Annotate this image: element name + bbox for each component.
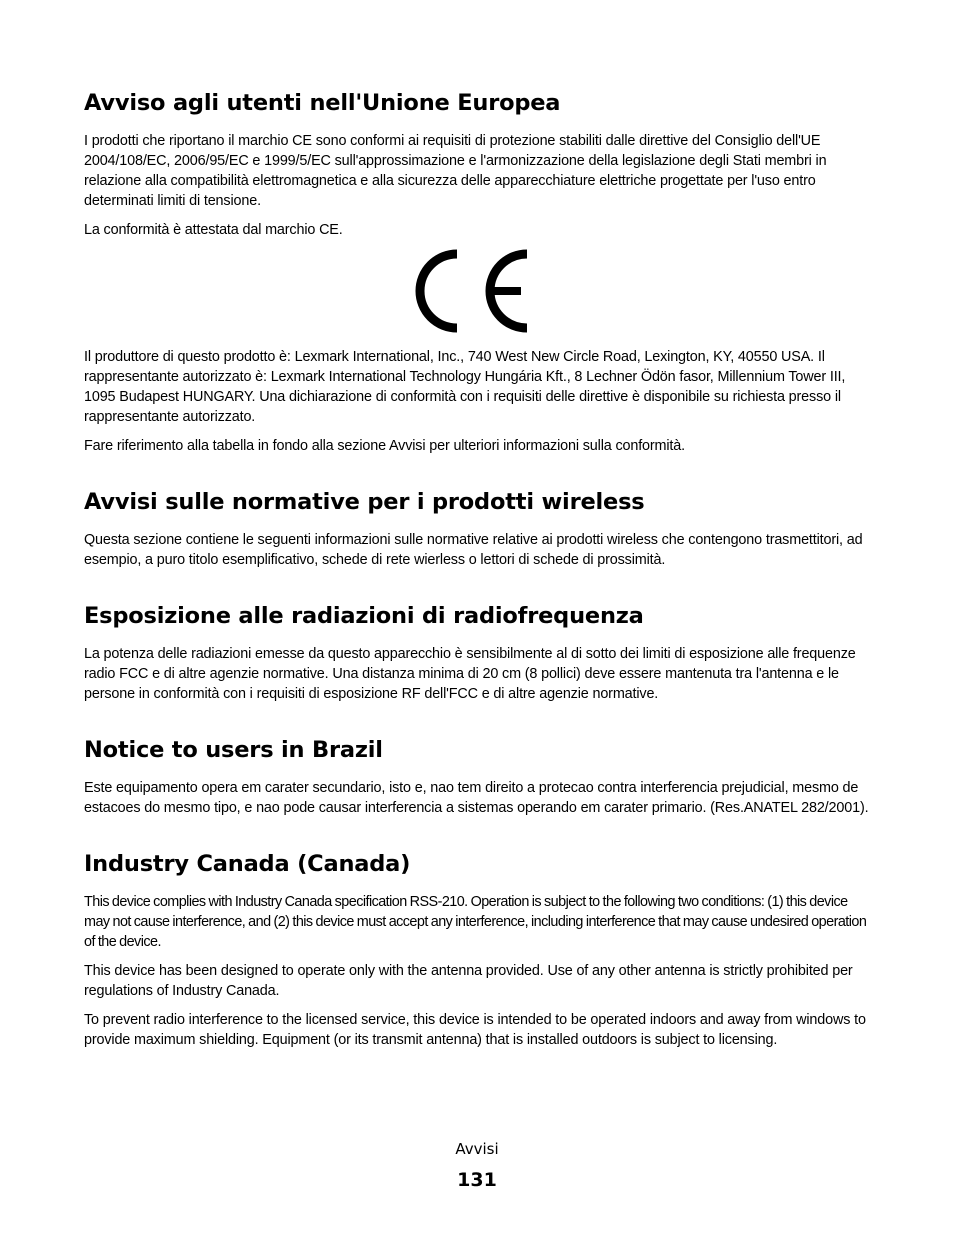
paragraph: This device complies with Industry Canada specification RSS-210. Operation is subject to the following two conditions: (1) this device may not cause interference, and (2) this device must accept any interference, including interference that may cause undesired operation of the device. [84,894,867,950]
document-page [84,88,874,1081]
section-brazil-notice [84,735,874,818]
section-heading: Notice to users in Brazil [84,737,383,763]
paragraph: Il produttore di questo prodotto è: Lexmark International, Inc., 740 West New Circle Road, Lexington, KY, 40550 USA. Il rappresentante autorizzato è: Lexmark International Technology Hungária Kft., 8 Lechner Ödön fasor, Millennium Tower III, 1095 Budapest HUNGARY. Una dichiarazione di conformità con i requisiti delle direttive è disponibile su richiesta presso il rappresentante autorizzato. [84,349,846,425]
ce-mark-icon [413,249,529,333]
page-footer [0,1138,954,1194]
ce-mark-logo [84,249,874,333]
section-wireless-regulatory [84,487,874,570]
page-number: 131 [457,1169,497,1191]
section-heading: Industry Canada (Canada) [84,851,411,877]
section-heading: Avvisi sulle normative per i prodotti wireless [84,489,645,515]
paragraph: I prodotti che riportano il marchio CE sono conformi ai requisiti di protezione stabiliti dalle direttive del Consiglio dell'UE 2004/108/EC, 2006/95/EC e 1999/5/EC sull'approssimazione e l'armonizzazione della legislazione degli Stati membri in relazione alla compatibilità elettromagnetica e alla sicurezza delle apparecchiature elettriche progettate per l'uso entro determinati limiti di tensione. [84,133,827,209]
paragraph: La conformità è attestata dal marchio CE. [84,222,343,238]
section-eu-notice [84,88,874,456]
paragraph: La potenza delle radiazioni emesse da questo apparecchio è sensibilmente al di sotto dei limiti di esposizione alle frequenze radio FCC e di altre agenzie normative. Una distanza minima di 20 cm (8 pollici) deve essere mantenuta tra l'antenna e le persone in conformità con i requisiti di esposizione RF dell'FCC e di altre agenzie normative. [84,646,856,702]
footer-section-label: Avvisi [455,1140,499,1158]
section-rf-exposure [84,601,874,704]
paragraph: This device has been designed to operate only with the antenna provided. Use of any other antenna is strictly prohibited per regulations of Industry Canada. [84,963,853,999]
paragraph: Fare riferimento alla tabella in fondo alla sezione Avvisi per ulteriori informazioni sulla conformità. [84,438,685,454]
paragraph: To prevent radio interference to the licensed service, this device is intended to be operated indoors and away from windows to provide maximum shielding. Equipment (or its transmit antenna) that is installed outdoors is subject to licensing. [84,1012,866,1048]
paragraph: Este equipamento opera em carater secundario, isto e, nao tem direito a protecao contra interferencia prejudicial, mesmo de estacoes do mesmo tipo, e nao pode causar interferencia a sistemas operando em carater primario. (Res.ANATEL 282/2001). [84,780,869,816]
section-heading: Avviso agli utenti nell'Unione Europea [84,90,561,116]
paragraph: Questa sezione contiene le seguenti informazioni sulle normative relative ai prodotti wireless che contengono trasmettitori, ad esempio, a puro titolo esemplificativo, schede di rete wierless o lettori di schede di prossimità. [84,532,863,568]
section-heading: Esposizione alle radiazioni di radiofrequenza [84,603,644,629]
section-industry-canada [84,849,874,1050]
